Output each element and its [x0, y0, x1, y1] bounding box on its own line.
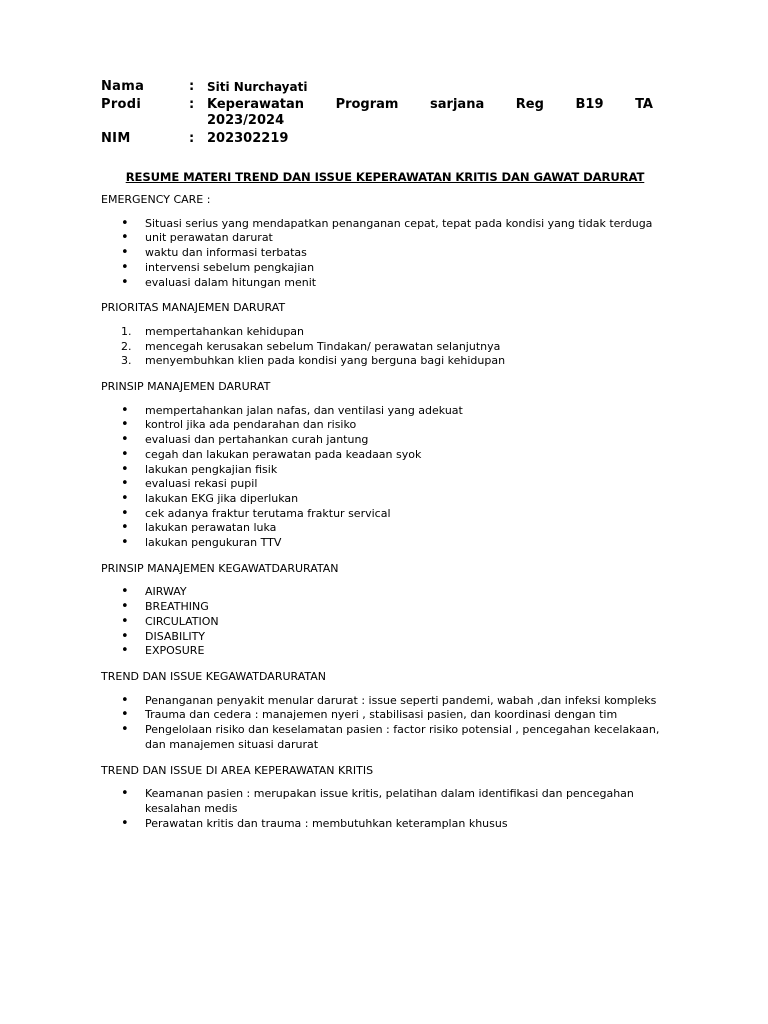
- list-item-text: mempertahankan jalan nafas, dan ventilasi yang adekuat: [145, 403, 463, 417]
- list-item: [101, 340, 671, 355]
- list-item-text: lakukan perawatan luka: [145, 521, 277, 535]
- list-item: [101, 521, 671, 536]
- list-item-text: unit perawatan darurat: [145, 231, 273, 245]
- bullet-icon: [121, 585, 141, 600]
- list-item-text: evaluasi dan pertahankan curah jantung: [145, 433, 369, 447]
- list-item: [101, 246, 671, 261]
- section-heading: PRIORITAS MANAJEMEN DARURAT: [101, 301, 286, 315]
- list-item: [101, 492, 671, 507]
- bullet-icon: [121, 246, 141, 261]
- bullet-icon: [121, 433, 141, 448]
- bullet-icon: [121, 231, 141, 246]
- list-item: [101, 585, 671, 600]
- bullet-icon: [121, 217, 141, 232]
- list-item: [101, 615, 671, 630]
- bullet-icon: [121, 404, 141, 419]
- list-item-text: lakukan pengukuran TTV: [145, 536, 282, 550]
- list-item-text: mempertahankan kehidupan: [145, 324, 305, 338]
- bullet-list: [101, 585, 671, 659]
- bullet-icon: [121, 536, 141, 551]
- bullet-icon: [121, 521, 141, 536]
- bullet-list: [101, 217, 671, 291]
- list-item: [101, 694, 671, 709]
- bullet-list: [101, 404, 671, 551]
- section-prioritas-manajemen-darurat: [101, 301, 671, 369]
- list-item-text: intervensi sebelum pengkajian: [145, 260, 315, 274]
- bullet-icon: [121, 723, 141, 738]
- section-heading: TREND DAN ISSUE KEGAWATDARURATAN: [101, 669, 327, 683]
- list-item-text: evaluasi dalam hitungan menit: [145, 275, 317, 289]
- section-heading: PRINSIP MANAJEMEN DARURAT: [101, 380, 271, 394]
- bullet-icon: [121, 507, 141, 522]
- list-item-text: mencegah kerusakan sebelum Tindakan/ perawatan selanjutnya: [145, 339, 501, 353]
- list-item: [101, 276, 671, 291]
- bullet-icon: [121, 463, 141, 478]
- list-item: [101, 448, 671, 463]
- list-item-text: Pengelolaan risiko dan keselamatan pasien : factor risiko potensial , pencegahan kecelakaan, dan manajemen situasi darurat: [145, 723, 660, 751]
- list-item-text: lakukan pengkajian fisik: [145, 462, 278, 476]
- document-content: [101, 193, 671, 842]
- list-item: [101, 708, 671, 723]
- list-item: [101, 630, 671, 645]
- identity-value-nim: 202302219: [207, 131, 289, 146]
- identity-key: Prodi: [101, 97, 142, 112]
- list-item-text: AIRWAY: [145, 585, 187, 599]
- bullet-icon: [121, 615, 141, 630]
- list-number: 2.: [121, 339, 132, 353]
- section-heading: TREND DAN ISSUE DI AREA KEPERAWATAN KRITIS: [101, 763, 374, 777]
- list-item: [101, 463, 671, 478]
- list-number: 3.: [121, 354, 132, 368]
- identity-colon: :: [189, 97, 195, 112]
- identity-value-prodi-line2: 2023/2024: [207, 113, 285, 128]
- list-item-text: menyembuhkan klien pada kondisi yang berguna bagi kehidupan: [145, 354, 506, 368]
- bullet-icon: [121, 630, 141, 645]
- list-item: [101, 477, 671, 492]
- bullet-icon: [121, 708, 141, 723]
- list-item-text: Keamanan pasien : merupakan issue kritis, pelatihan dalam identifikasi dan pencegahan kesalahan medis: [145, 787, 634, 815]
- list-item: [101, 644, 671, 659]
- list-item: [101, 404, 671, 419]
- identity-colon: :: [189, 79, 195, 94]
- list-item-text: cegah dan lakukan perawatan pada keadaan syok: [145, 447, 422, 461]
- bullet-icon: [121, 787, 141, 802]
- list-item-text: waktu dan informasi terbatas: [145, 246, 307, 260]
- identity-block: [101, 79, 653, 147]
- identity-row-prodi: [101, 97, 653, 129]
- list-item-text: BREATHING: [145, 600, 209, 614]
- bullet-icon: [121, 492, 141, 507]
- identity-row-nama: [101, 79, 653, 95]
- section-trend-issue-keperawatan-kritis: [101, 764, 671, 832]
- identity-value-prodi-line1: Keperawatan Program sarjana Reg B19 TA: [207, 97, 653, 112]
- bullet-list: [101, 787, 671, 831]
- list-item-text: CIRCULATION: [145, 614, 219, 628]
- list-item: [101, 261, 671, 276]
- list-item: [101, 418, 671, 433]
- list-item: [101, 723, 671, 752]
- document-title: RESUME MATERI TREND DAN ISSUE KEPERAWATAN KRITIS DAN GAWAT DARURAT: [125, 170, 645, 184]
- identity-value-nama: Siti Nurchayati: [207, 80, 308, 94]
- bullet-icon: [121, 418, 141, 433]
- list-item: [101, 507, 671, 522]
- list-item: [101, 354, 671, 369]
- section-heading: PRINSIP MANAJEMEN KEGAWATDARURATAN: [101, 561, 339, 575]
- list-item-text: EXPOSURE: [145, 644, 205, 658]
- list-item: [101, 787, 671, 816]
- list-item-text: cek adanya fraktur terutama fraktur servical: [145, 506, 391, 520]
- section-emergency-care: [101, 193, 671, 290]
- identity-key: NIM: [101, 131, 131, 146]
- list-item-text: Trauma dan cedera : manajemen nyeri , stabilisasi pasien, dan koordinasi dengan tim: [145, 708, 618, 722]
- list-item: [101, 217, 671, 232]
- bullet-icon: [121, 276, 141, 291]
- bullet-icon: [121, 477, 141, 492]
- list-item-text: DISABILITY: [145, 629, 206, 643]
- list-number: 1.: [121, 324, 132, 338]
- bullet-icon: [121, 694, 141, 709]
- list-item-text: lakukan EKG jika diperlukan: [145, 491, 299, 505]
- numbered-list: [101, 325, 671, 369]
- bullet-icon: [121, 600, 141, 615]
- list-item: [101, 433, 671, 448]
- section-heading: EMERGENCY CARE :: [101, 193, 211, 206]
- section-trend-issue-kegawatdaruratan: [101, 670, 671, 753]
- list-item-text: Penanganan penyakit menular darurat : issue seperti pandemi, wabah ,dan infeksi kompleks: [145, 693, 657, 707]
- identity-key: Nama: [101, 79, 145, 94]
- section-prinsip-manajemen-kegawatdaruratan: [101, 562, 671, 659]
- list-item-text: Perawatan kritis dan trauma : membutuhkan keteramplan khusus: [145, 816, 508, 830]
- list-item: [101, 600, 671, 615]
- list-item: [101, 536, 671, 551]
- list-item-text: evaluasi rekasi pupil: [145, 477, 258, 491]
- bullet-icon: [121, 448, 141, 463]
- list-item: [101, 325, 671, 340]
- list-item: [101, 231, 671, 246]
- bullet-icon: [121, 261, 141, 276]
- bullet-list: [101, 694, 671, 753]
- list-item: [101, 817, 671, 832]
- identity-row-nim: [101, 131, 653, 147]
- list-item-text: kontrol jika ada pendarahan dan risiko: [145, 418, 357, 432]
- bullet-icon: [121, 644, 141, 659]
- bullet-icon: [121, 817, 141, 832]
- identity-colon: :: [189, 131, 195, 146]
- identity-value-prodi: [207, 97, 653, 129]
- list-item-text: Situasi serius yang mendapatkan penanganan cepat, tepat pada kondisi yang tidak terduga: [145, 216, 653, 230]
- section-prinsip-manajemen-darurat: [101, 380, 671, 551]
